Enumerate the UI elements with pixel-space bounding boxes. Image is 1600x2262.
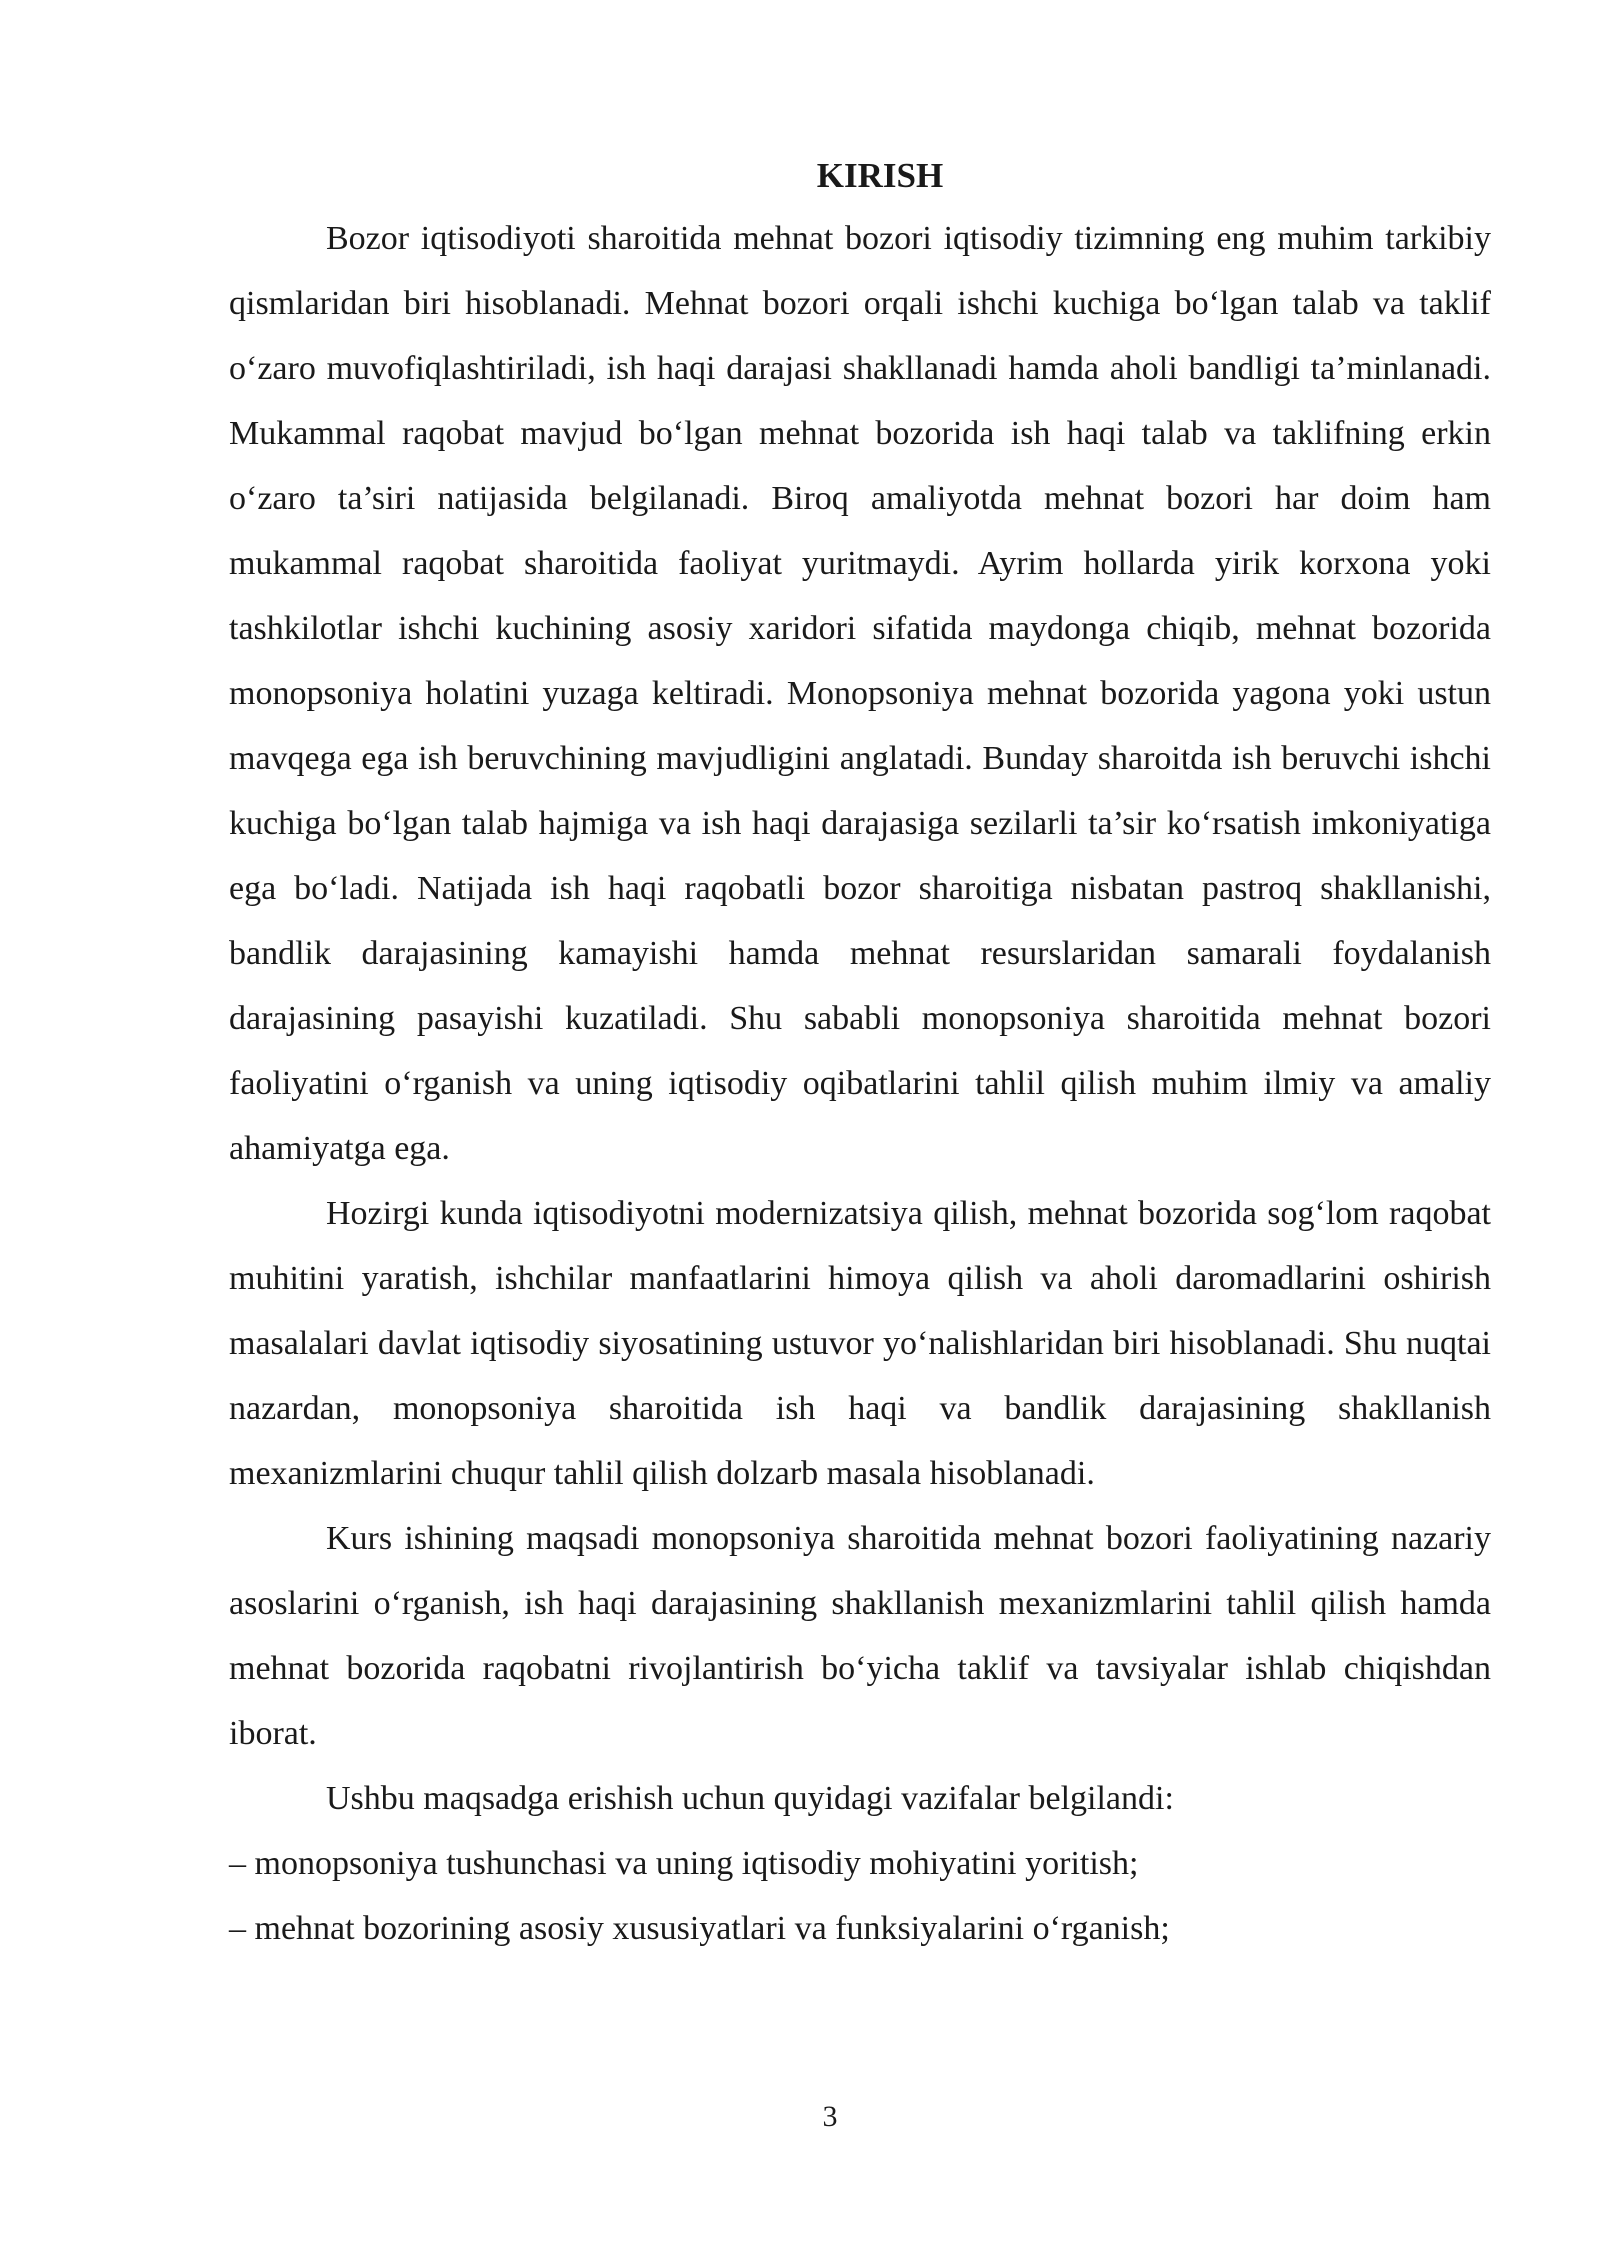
body-paragraph-1: Bozor iqtisodiyoti sharoitida mehnat bozori iqtisodiy tizimning eng muhim tarkibiy qismlaridan biri hisoblanadi. Mehnat bozori orqali ishchi kuchiga bo‘lgan talab va taklif o‘zaro muvofiqlashtiriladi, ish haqi darajasi shakllanadi hamda aholi bandligi ta’minlanadi. Mukammal raqobat mavjud bo‘lgan mehnat bozorida ish haqi talab va taklifning erkin o‘zaro ta’siri natijasida belgilanadi. Biroq amaliyotda mehnat bozori har doim ham mukammal raqobat sharoitida faoliyat yuritmaydi. Ayrim hollarda yirik korxona yoki tashkilotlar ishchi kuchining asosiy xaridori sifatida maydonga chiqib, mehnat bozorida monopsoniya holatini yuzaga keltiradi. Monopsoniya mehnat bozorida yagona yoki ustun mavqega ega ish beruvchining mavjudligini anglatadi. Bunday sharoitda ish beruvchi ishchi kuchiga bo‘lgan talab hajmiga va ish haqi darajasiga sezilarli ta’sir ko‘rsatish imkoniyatiga ega bo‘ladi. Natijada ish haqi raqobatli bozor sharoitiga nisbatan pastroq shakllanishi, bandlik darajasining kamayishi hamda mehnat resurslaridan samarali foydalanish darajasining pasayishi kuzatiladi. Shu sababli monopsoniya sharoitida mehnat bozori faoliyatini o‘rganish va uning iqtisodiy oqibatlarini tahlil qilish muhim ilmiy va amaliy ahamiyatga ega. [229,220,1491,1167]
body-paragraph-3: Kurs ishining maqsadi monopsoniya sharoitida mehnat bozori faoliyatining nazariy asoslarini o‘rganish, ish haqi darajasining shakllanish mexanizmlarini tahlil qilish hamda mehnat bozorida raqobatni rivojlantirish bo‘yicha taklif va tavsiyalar ishlab chiqishdan iborat. [229,1520,1491,1752]
body-paragraph-2: Hozirgi kunda iqtisodiyotni modernizatsiya qilish, mehnat bozorida sog‘lom raqobat muhitini yaratish, ishchilar manfaatlarini himoya qilish va aholi daromadlarini oshirish masalalari davlat iqtisodiy siyosatining ustuvor yo‘nalishlaridan biri hisoblanadi. Shu nuqtai nazardan, monopsoniya sharoitida ish haqi va bandlik darajasining shakllanish mexanizmlarini chuqur tahlil qilish dolzarb masala hisoblanadi. [229,1195,1491,1492]
page-number: 3 [822,2100,838,2133]
body-paragraph-4: Ushbu maqsadga erishish uchun quyidagi vazifalar belgilandi: [326,1780,1174,1817]
task-list [229,1831,1491,1961]
document-page [229,146,1491,1961]
task-item: – monopsoniya tushunchasi va uning iqtisodiy mohiyatini yoritish; [229,1845,1139,1882]
task-item: – mehnat bozorining asosiy xususiyatlari va funksiyalarini o‘rganish; [229,1910,1170,1947]
section-heading: KIRISH [816,156,944,195]
